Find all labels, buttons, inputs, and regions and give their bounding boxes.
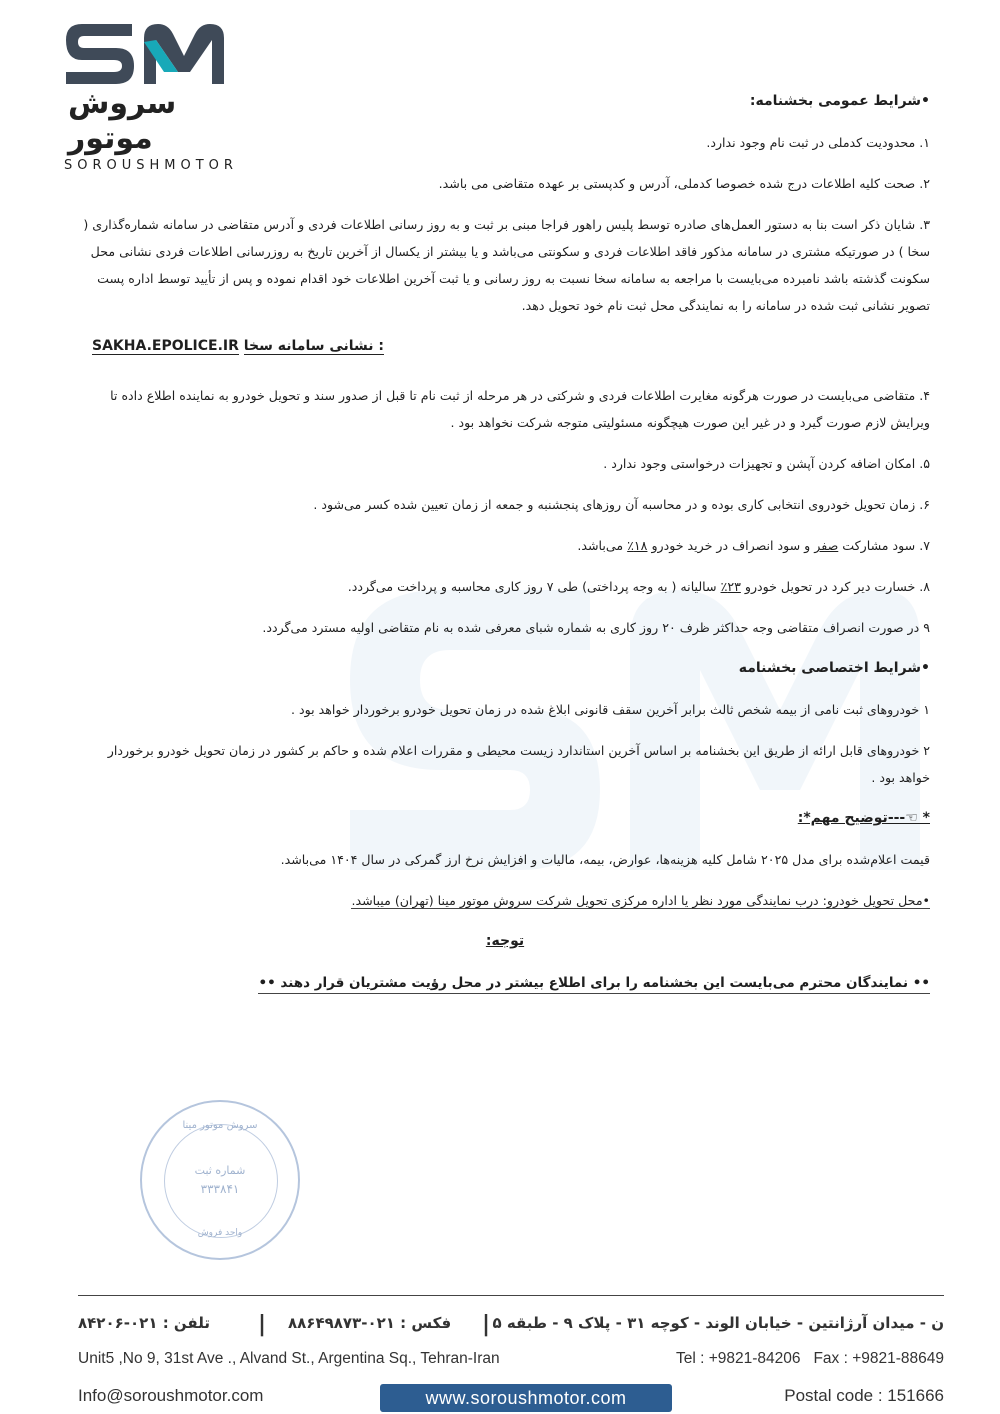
general-conditions-heading: •شرایط عمومی بخشنامه: — [749, 93, 930, 109]
item7-post: می‌باشد. — [577, 538, 628, 553]
footer-email[interactable]: Info@soroushmotor.com — [78, 1386, 264, 1405]
footer-fax-fa: فکس : ۰۲۱-۸۸۶۴۹۸۷۳ — [288, 1314, 452, 1332]
notice-line — [80, 969, 930, 997]
stamp-reg-number: ۳۳۳۸۴۱ — [200, 1182, 240, 1196]
letterhead-footer — [78, 1295, 944, 1408]
stamp-company: سروش موتور مینا — [182, 1120, 258, 1131]
item8-percent: ۲۳٪ — [720, 579, 741, 594]
stamp-unit: واحد فروش — [197, 1228, 243, 1238]
delivery-note — [80, 887, 930, 914]
footer-postal-code: Postal code : 151666 — [784, 1386, 944, 1405]
footer-tel-fa: تلفن : ۰۲۱-۸۴۲۰۶ — [78, 1314, 210, 1332]
logo-persian-text: سروش موتور — [68, 86, 177, 156]
company-stamp — [140, 1100, 300, 1260]
item8-pre: ۸. خسارت دیر کرد در تحویل خودرو — [740, 579, 930, 594]
general-item-8 — [80, 573, 930, 600]
footer-contact-en — [676, 1350, 944, 1368]
item7-pre: ۷. سود مشارکت — [838, 538, 930, 553]
special-item-2: ۲ خودروهای قابل ارائه از طریق این بخشنامه بر اساس آخرین استاندارد زیست محیطی و مقررات اعلام شده و حاکم بر کشور در زمان تحویل خودرو برخوردار خواهد بود . — [107, 743, 930, 785]
general-item-3: ۳. شایان ذکر است بنا به دستور العمل‌های صادره توسط پلیس راهور فراجا مبنی بر ثبت و به روز رسانی اطلاعات فردی و آدرس متقاضی در سامانه شماره‌گذاری ( سخا ) در صورتیکه مشتری در سامانه مذکور فاقد اطلاعات فردی و سکونتی می‌باشد و یا بیشتر از یکسال از آخرین تاریخ به روزرسانی اطلاعات فردی نشانی محل سکونت گذشته باشد نامبرده می‌بایست با مراجعه به سامانه سخا نسبت به روز رسانی و یا ثبت آخرین اطلاعات خود اقدام نموده و پس از تأیید توسط اداره پست تصویر نشانی ثبت شده در سامانه را به نمایندگی محل ثبت نام خود تحویل دهد. — [83, 217, 930, 313]
special-item-1: ۱ خودروهای ثبت نامی از بیمه شخص ثالث برابر آخرین سقف قانونی ابلاغ شده در زمان تحویل خودرو برخوردار خواهد بود . — [291, 702, 930, 717]
footer-english-row — [78, 1350, 944, 1368]
general-item-2: ۲. صحت کلیه اطلاعات درج شده خصوصا کدملی، آدرس و کدپستی بر عهده متقاضی می باشد. — [438, 176, 930, 191]
sakha-label: نشانی سامانه سخا : — [243, 338, 385, 354]
footer-website[interactable]: www.soroushmotor.com — [380, 1384, 672, 1412]
stamp-reg-label: شماره ثبت — [194, 1164, 246, 1177]
general-item-4: ۴. متقاضی می‌بایست در صورت هرگونه مغایرت اطلاعات فردی و شرکتی در هر مرحله از ثبت نام تا قبل از صدور سند و تحویل خودرو به نماینده اطلاع داده تا ویرایش لازم صورت گیرد و در غیر این صورت هیچگونه مسئولیتی متوجه شرکت نخواهد بود . — [110, 388, 930, 430]
special-conditions-heading: •شرایط اختصاصی بخشنامه — [738, 660, 930, 676]
item7-mid: و سود انصراف در خرید خودرو — [647, 538, 815, 553]
logo-english-text: SOROUSHMOTOR — [64, 158, 238, 173]
sakha-url[interactable]: SAKHA.EPOLICE.IR — [92, 338, 239, 354]
notice-heading: توجه: — [485, 933, 525, 949]
footer-tel-en: Tel : +9821-84206 — [675, 1350, 801, 1367]
item7-zero: صفر — [814, 538, 839, 553]
footer-web-row — [78, 1384, 944, 1414]
notice-text: •• نمایندگان محترم می‌بایست این بخشنامه را برای اطلاع بیشتر در محل رؤیت مشتریان قرار دهند •• — [258, 975, 930, 994]
general-item-5: ۵. امکان اضافه کردن آپشن و تجهیزات درخواستی وجود ندارد . — [603, 456, 930, 471]
general-item-1: ۱. محدودیت کدملی در ثبت نام وجود ندارد. — [706, 135, 930, 150]
delivery-note-text: •محل تحویل خودرو: درب نمایندگی مورد نظر یا اداره مرکزی تحویل شرکت سروش موتور مینا (تهران) میباشد. — [351, 893, 930, 908]
general-item-9: ۹ در صورت انصراف متقاضی وجه حداکثر ظرف ۲۰ روز کاری به شماره شبای معرفی شده به نام متقاضی اولیه مسترد می‌گردد. — [262, 620, 930, 635]
document-body — [80, 88, 930, 1011]
general-item-7 — [80, 532, 930, 559]
sm-logo-mark — [60, 18, 230, 90]
sakha-address — [80, 333, 930, 360]
important-note-heading: * ☜---توضیح مهم*: — [797, 810, 930, 826]
general-item-6: ۶. زمان تحویل خودروی انتخابی کاری بوده و در محاسبه آن روزهای پنجشنبه و جمعه از زمان تعیین شده کسر می‌شود . — [313, 497, 930, 512]
item8-post: سالیانه ( به وجه پرداختی) طی ۷ روز کاری محاسبه و پرداخت می‌گردد. — [347, 579, 721, 594]
footer-persian-row — [78, 1314, 944, 1338]
price-note: قیمت اعلام‌شده برای مدل ۲۰۲۵ شامل کلیه هزینه‌ها، عوارض، بیمه، مالیات و افزایش نرخ ارز گمرکی در سال ۱۴۰۴ می‌باشد. — [280, 852, 930, 867]
footer-fax-en: Fax : +9821-88649 — [813, 1350, 944, 1367]
footer-divider: | — [482, 1312, 491, 1337]
footer-address-en: Unit5 ,No 9, 31st Ave ., Alvand St., Argentina Sq., Tehran-Iran — [78, 1350, 500, 1367]
footer-divider: | — [258, 1312, 267, 1337]
item7-percent: ۱۸٪ — [627, 538, 648, 553]
footer-address-fa: ن - میدان آرژانتین - خیابان الوند - کوچه ۳۱ - پلاک ۹ - طبقه ۵ — [492, 1314, 944, 1332]
stamp-inner-ring — [164, 1124, 278, 1238]
